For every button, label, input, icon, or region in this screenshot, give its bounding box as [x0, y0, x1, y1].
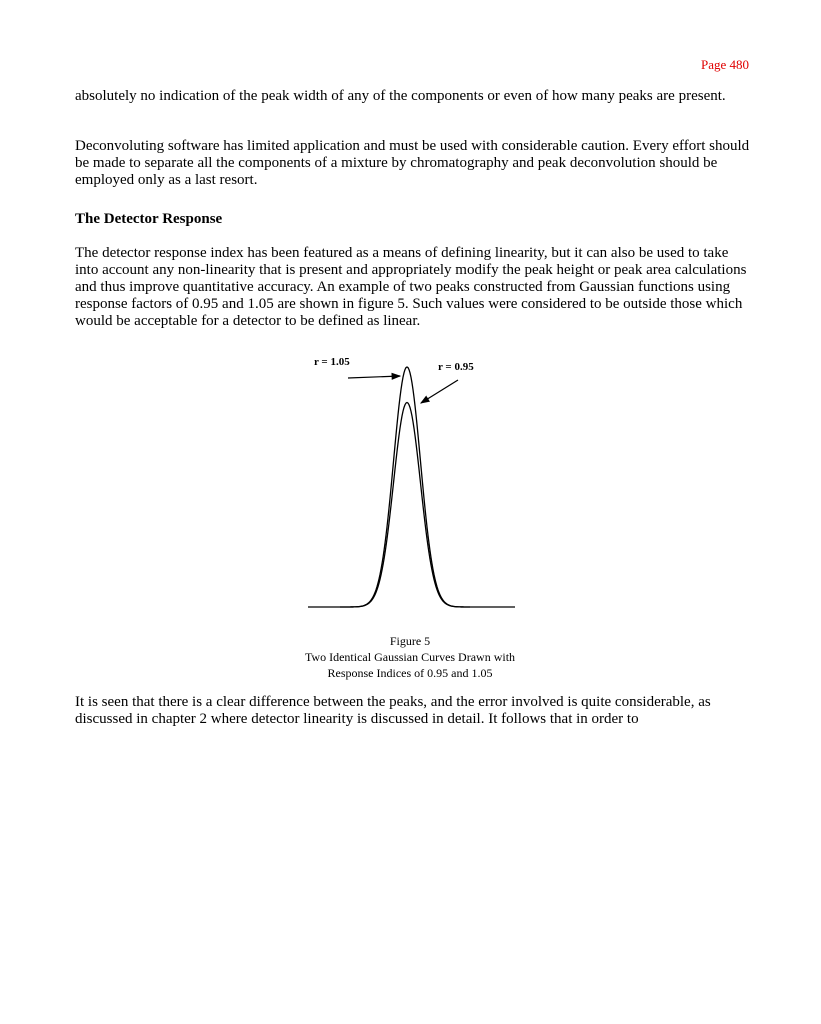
paragraph-1: absolutely no indication of the peak width of any of the components or even of how many peaks are present. — [75, 88, 726, 104]
series-line-r105 — [340, 367, 470, 607]
paragraph-2: Deconvoluting software has limited application and must be used with considerable caution. Every effort should be made to separate all the components of a mixture by chromatography and peak deconvolution should be employed only as a last resort. — [75, 138, 750, 188]
paragraph-4: It is seen that there is a clear difference between the peaks, and the error involved is quite considerable, as discussed in chapter 2 where detector linearity is discussed in detail. It follows that in order to — [75, 694, 711, 727]
arrow-r095 — [421, 380, 458, 403]
series-line-r095 — [340, 402, 470, 607]
label-r105: r = 1.05 — [314, 356, 350, 368]
paragraph-3: The detector response index has been featured as a means of defining linearity, but it can also be used to take into account any non-linearity that is present and appropriately modify the peak height or peak area calculations and thus improve quantitative accuracy. An example of two peaks constructed from Gaussian functions using response factors of 0.95 and 1.05 are shown in figure 5. Such values were considered to be outside those which would be acceptable for a detector to be defined as linear. — [75, 245, 747, 329]
page-number: Page 480 — [700, 57, 749, 72]
label-r095: r = 0.95 — [438, 361, 474, 373]
figure-caption-title: Figure 5 — [389, 634, 431, 648]
figure-caption-line2: Response Indices of 0.95 and 1.05 — [327, 666, 493, 680]
figure-caption-line1: Two Identical Gaussian Curves Drawn with — [304, 650, 516, 664]
gaussian-figure — [300, 345, 525, 620]
arrow-r105 — [348, 376, 400, 378]
section-heading: The Detector Response — [75, 211, 223, 227]
